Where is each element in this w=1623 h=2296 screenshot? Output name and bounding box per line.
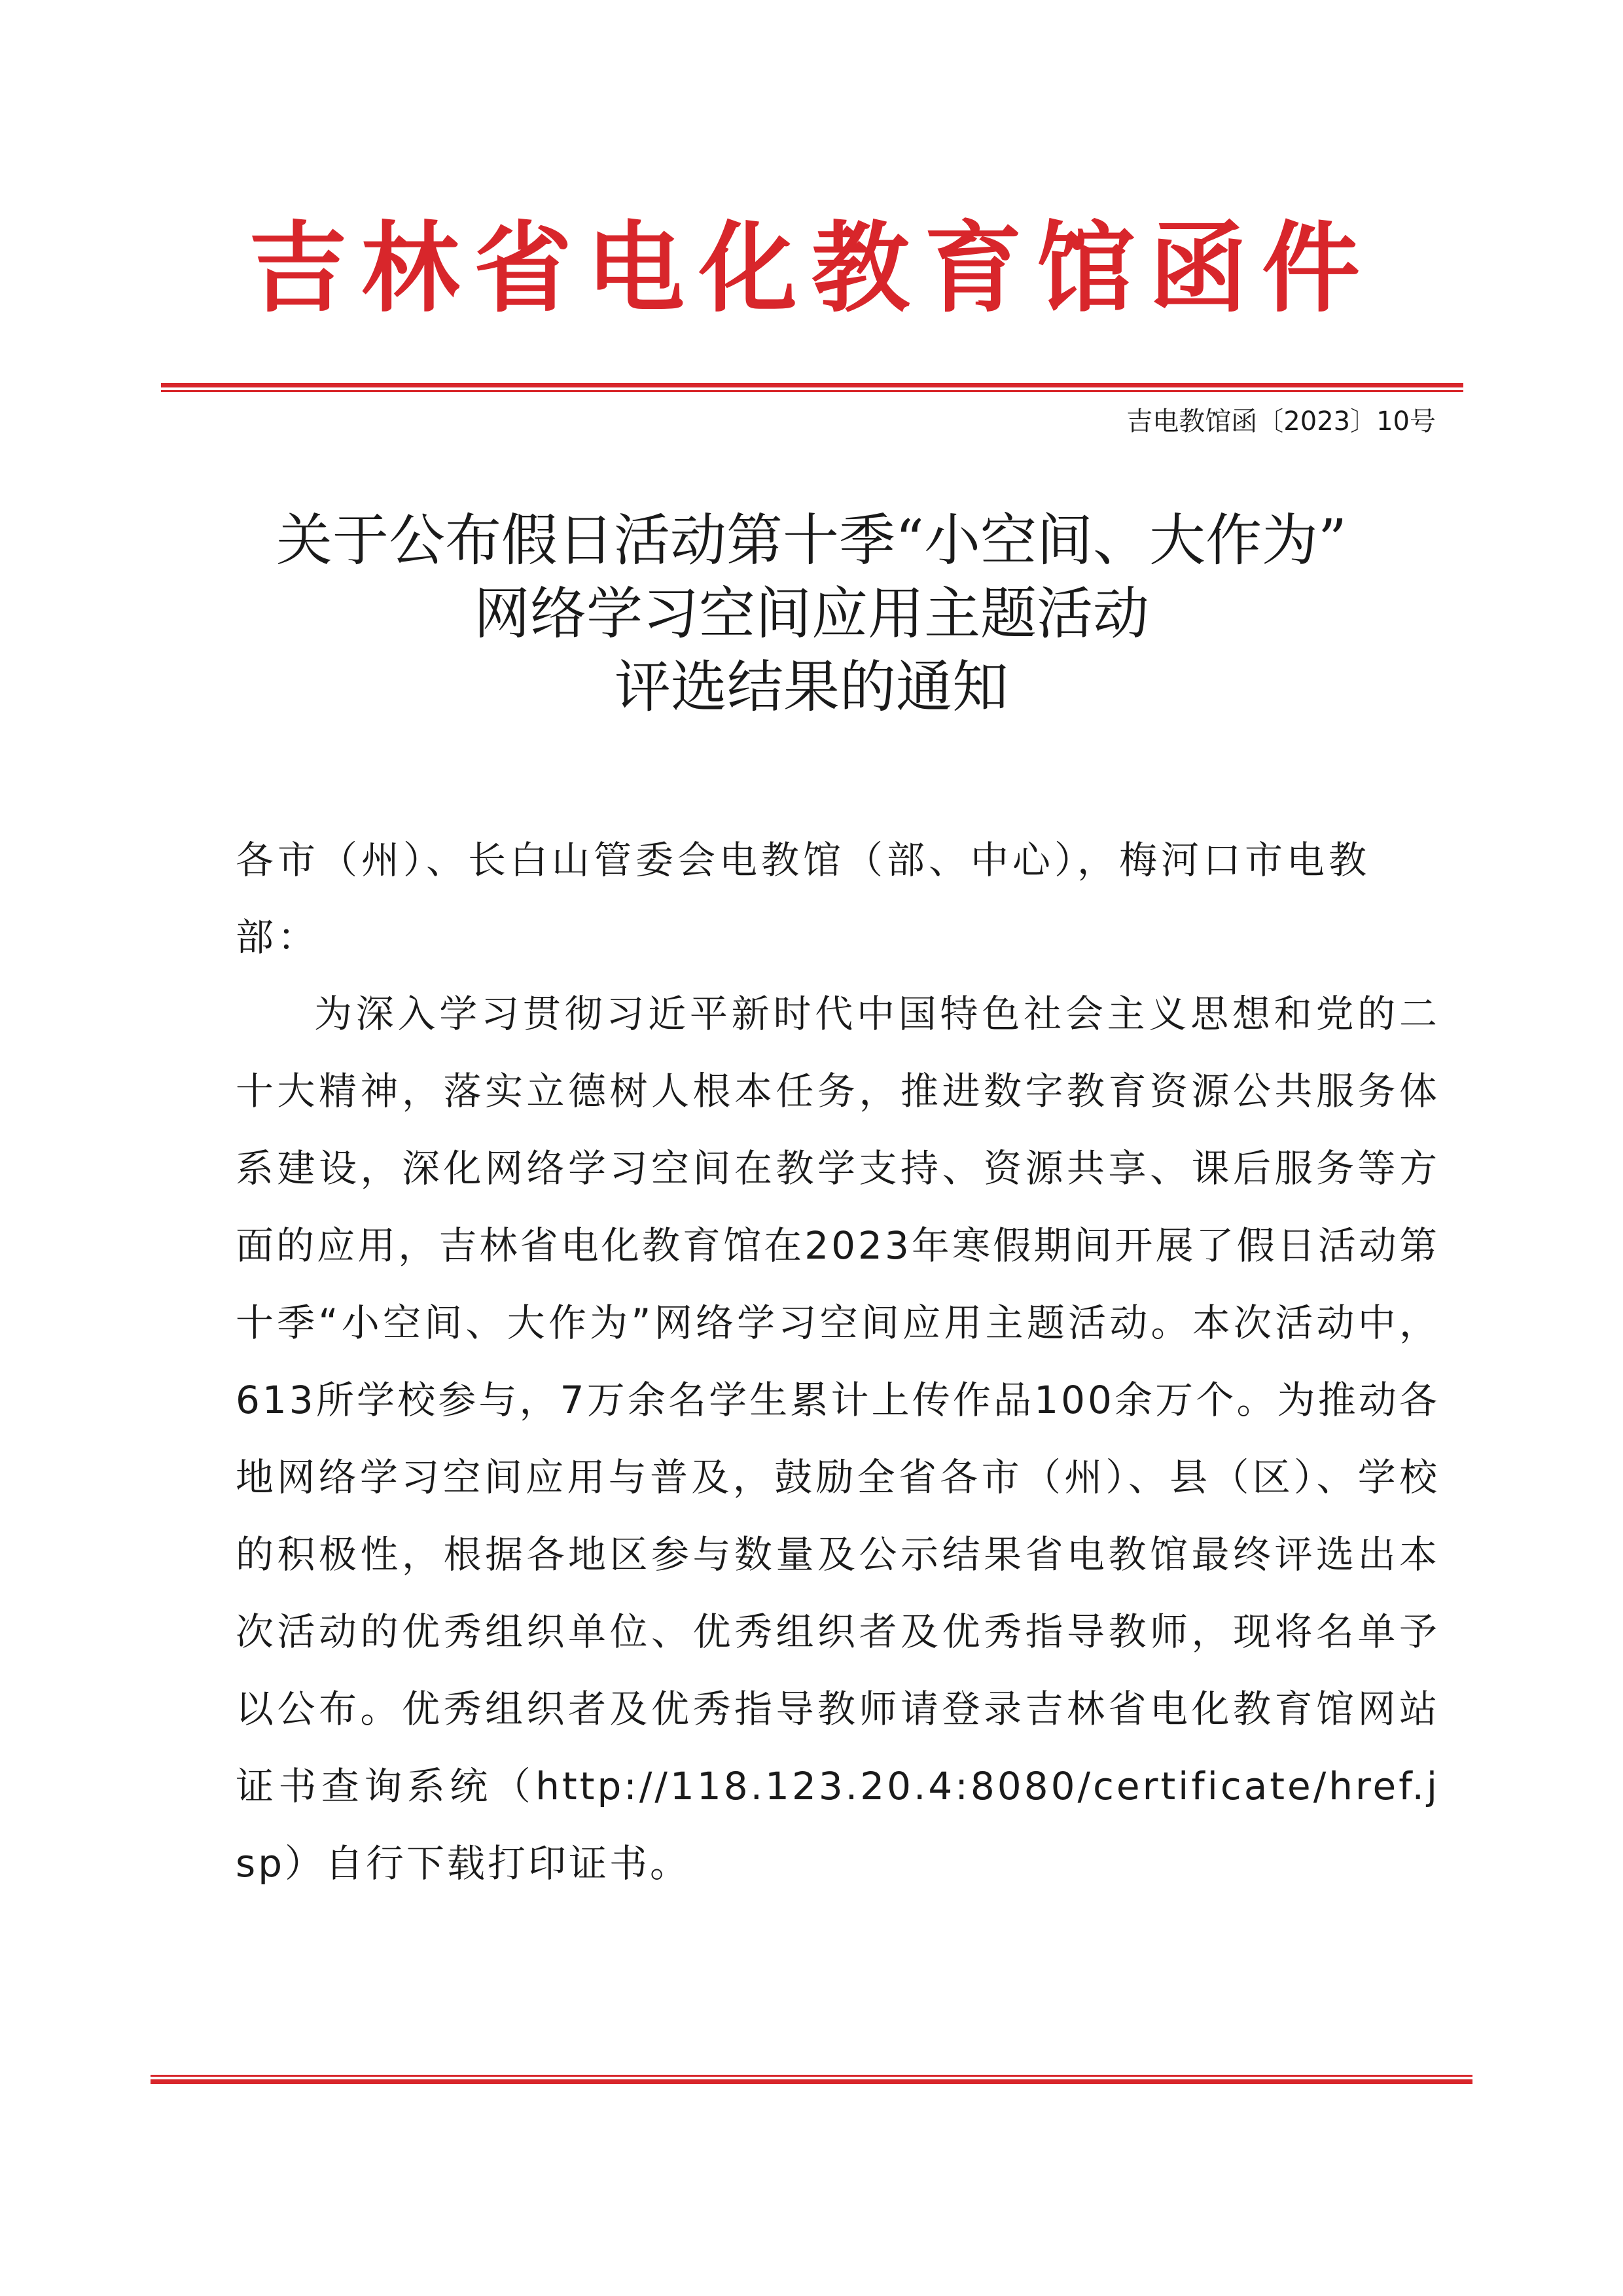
letterhead-title: 吉林省电化教育馆函件 (248, 211, 1374, 326)
footer-divider (151, 2075, 1472, 2085)
document-title (157, 504, 1466, 724)
divider-thick-line (161, 383, 1463, 387)
divider-thin-line (161, 390, 1463, 392)
title-line-2: 网络学习空间应用主题活动 (474, 581, 1149, 647)
divider-thick-line (151, 2079, 1472, 2084)
body-paragraph: 为深入学习贯彻习近平新时代中国特色社会主义思想和党的二十大精神，落实立德树人根本任务，推进数字教育资源公共服务体系建设，深化网络学习空间在教学支持、资源共享、课后服务等方面的应用，吉林省电化教育馆在2023年寒假期间开展了假日活动第十季“小空间、大作为”网络学习空间应用主题活动。本次活动中，613所学校参与，7万余名学生累计上传作品100余万个。为推动各地网络学习空间应用与普及，鼓励全省各市（州）、县（区）、学校的积极性，根据各地区参与数量及公示结果省电教馆最终评选出本次活动的优秀组织单位、优秀组织者及优秀指导教师，现将名单予以公布。优秀组织者及优秀指导教师请登录吉林省电化教育馆网站证书查询系统（http://118.123.20.4:8080/certificate/href.jsp）自行下载打印证书。 (236, 992, 1440, 1886)
title-line-3: 评选结果的通知 (615, 655, 1008, 720)
title-line-1: 关于公布假日活动第十季“小空间、大作为” (276, 508, 1347, 573)
divider-thin-line (151, 2075, 1472, 2077)
salutation: 各市（州）、长白山管委会电教馆（部、中心），梅河口市电教部： (236, 838, 1371, 960)
document-number: 吉电教馆函〔2023〕10号 (1126, 406, 1436, 437)
letterhead-divider-top (161, 383, 1463, 393)
